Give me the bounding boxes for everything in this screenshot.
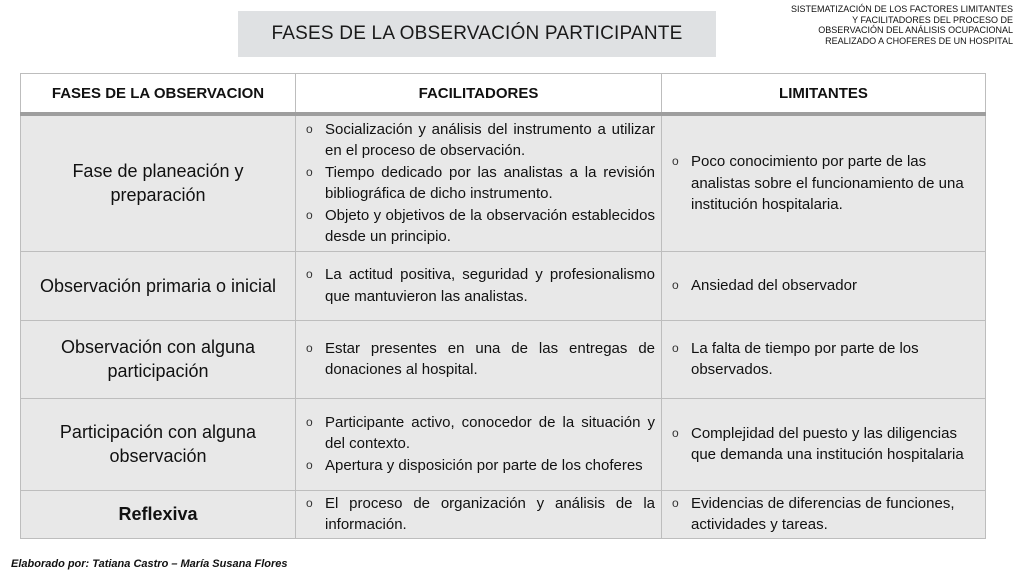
item-text: Complejidad del puesto y las diligencias que demanda una institución hospitalaria	[691, 424, 964, 463]
table-row	[21, 320, 986, 398]
item-text: El proceso de organización y análisis de la información.	[325, 494, 655, 533]
item-text: Tiempo dedicado por las analistas a la revisión bibliográfica de dicho instrumento.	[325, 163, 655, 203]
limitantes-cell	[662, 490, 986, 538]
phase-cell: Fase de planeación y preparación	[21, 114, 296, 251]
list-item	[306, 412, 655, 455]
item-text: Ansiedad del observador	[691, 276, 857, 294]
limitantes-cell	[662, 398, 986, 490]
header-limitantes: LIMITANTES	[662, 74, 986, 115]
circle-bullet-icon: o	[306, 340, 313, 355]
item-text: Evidencias de diferencias de funciones, actividades y tareas.	[691, 494, 955, 533]
facilitadores-cell	[296, 251, 662, 320]
circle-bullet-icon: o	[306, 267, 313, 281]
item-text: Participante activo, conocedor de la situación y del contexto.	[325, 413, 655, 453]
facilitadores-cell	[296, 398, 662, 490]
item-text: La falta de tiempo por parte de los observados.	[691, 339, 919, 378]
phase-cell: Observación con alguna participación	[21, 320, 296, 398]
item-text: Estar presentes en una de las entregas de donaciones al hospital.	[325, 339, 655, 378]
item-text: Poco conocimiento por parte de las analistas sobre el funcionamiento de una institución hospitalaria.	[691, 153, 964, 213]
table-row	[21, 251, 986, 320]
corner-note-line: SISTEMATIZACIÓN DE LOS FACTORES LIMITANTES	[790, 4, 1013, 14]
list-item	[672, 338, 979, 381]
corner-note-line: REALIZADO A CHOFERES DE UN HOSPITAL	[825, 35, 1013, 46]
limitantes-cell	[662, 251, 986, 320]
limitantes-cell	[662, 320, 986, 398]
header-facilitadores: FACILITADORES	[296, 74, 662, 115]
list-item	[306, 493, 655, 536]
header-fases: FASES DE LA OBSERVACION	[21, 74, 296, 115]
facilitadores-cell	[296, 320, 662, 398]
facilitadores-cell	[296, 490, 662, 538]
phase-cell: Observación primaria o inicial	[21, 251, 296, 320]
circle-bullet-icon: o	[306, 495, 313, 510]
circle-bullet-icon: o	[672, 154, 679, 168]
circle-bullet-icon: o	[306, 457, 313, 472]
corner-note-line: OBSERVACIÓN DEL ANÁLISIS OCUPACIONAL	[818, 25, 1013, 36]
facilitadores-cell	[296, 114, 662, 251]
table-row	[21, 114, 986, 251]
list-item	[672, 151, 979, 216]
circle-bullet-icon: o	[672, 425, 679, 440]
list-item	[306, 264, 655, 307]
phases-table	[20, 73, 986, 539]
list-item	[306, 162, 655, 205]
circle-bullet-icon: o	[306, 164, 313, 179]
item-text: Objeto y objetivos de la observación establecidos desde un principio.	[325, 206, 655, 246]
circle-bullet-icon: o	[672, 340, 679, 355]
limitantes-cell	[662, 114, 986, 251]
list-item	[306, 455, 655, 477]
list-item	[672, 275, 979, 297]
circle-bullet-icon: o	[306, 207, 313, 222]
phase-cell: Reflexiva	[21, 490, 296, 538]
table-header-row	[21, 74, 986, 115]
page-title: FASES DE LA OBSERVACIÓN PARTICIPANTE	[271, 23, 683, 44]
list-item	[672, 423, 979, 466]
item-text: Socialización y análisis del instrumento a utilizar en el proceso de observación.	[325, 120, 655, 160]
list-item	[306, 119, 655, 162]
circle-bullet-icon: o	[672, 277, 679, 292]
list-item	[672, 493, 979, 536]
corner-note	[723, 4, 1013, 46]
circle-bullet-icon: o	[672, 495, 679, 510]
circle-bullet-icon: o	[306, 414, 313, 429]
list-item	[306, 205, 655, 248]
phase-cell: Participación con alguna observación	[21, 398, 296, 490]
circle-bullet-icon: o	[306, 121, 313, 136]
list-item	[306, 338, 655, 381]
table-row	[21, 490, 986, 538]
item-text: Apertura y disposición por parte de los choferes	[325, 456, 643, 474]
table-row	[21, 398, 986, 490]
footer-credit: Elaborado por: Tatiana Castro – María Susana Flores	[11, 558, 288, 570]
item-text: La actitud positiva, seguridad y profesionalismo que mantuvieron las analistas.	[325, 266, 655, 305]
corner-note-line: Y FACILITADORES DEL PROCESO DE	[852, 14, 1013, 25]
title-banner	[238, 11, 716, 57]
